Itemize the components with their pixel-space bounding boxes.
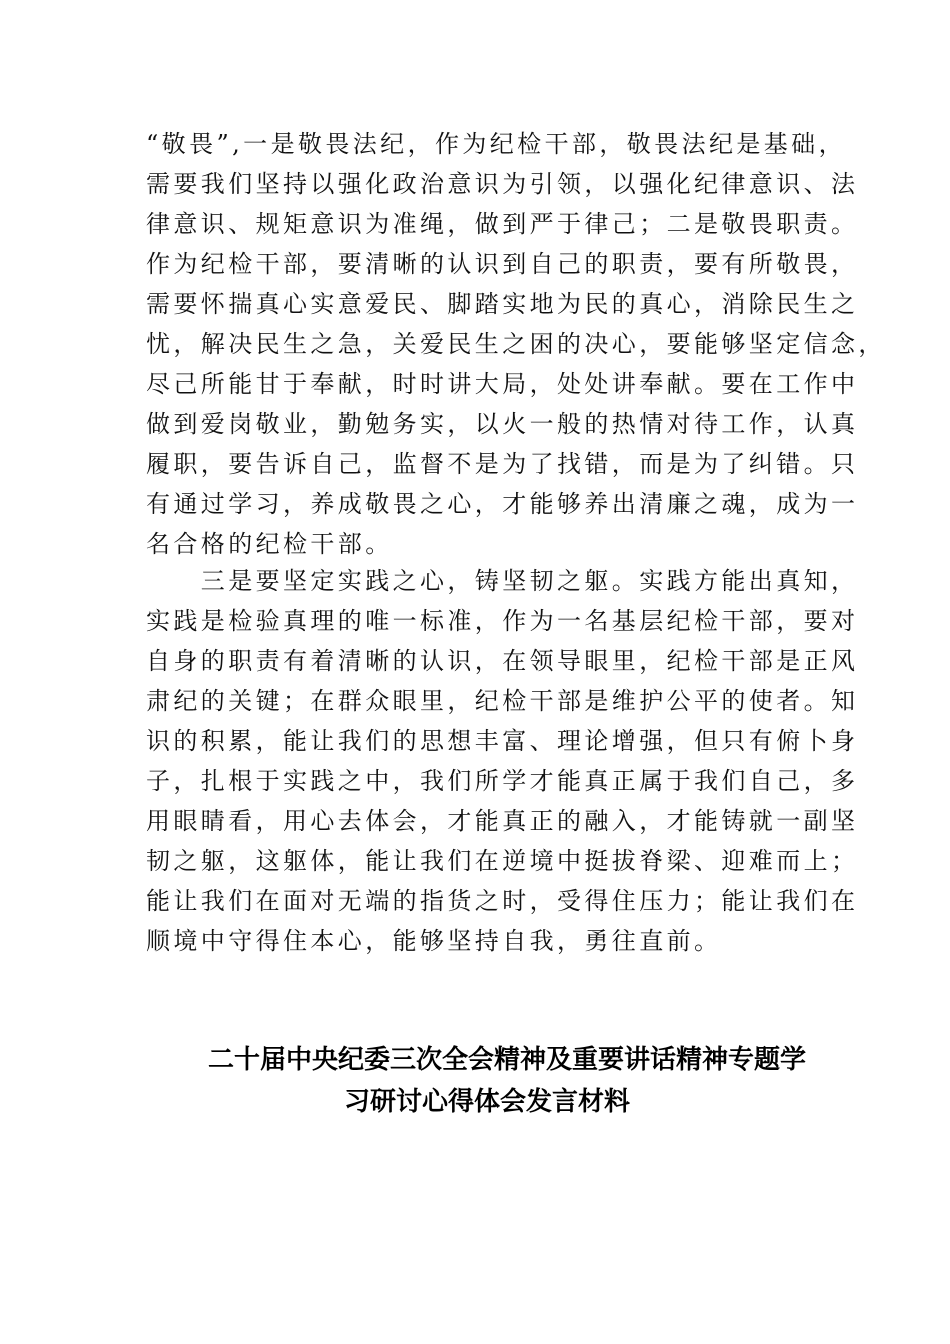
- title-line-1: 二十届中央纪委三次全会精神及重要讲话精神专题学: [208, 1045, 807, 1075]
- body-paragraph-2: [146, 561, 859, 961]
- text-line: 三是要坚定实践之心，铸坚韧之躯。实践方能出真知，: [146, 567, 859, 595]
- text-line: “敬畏”,一是敬畏法纪，作为纪检干部，敬畏法纪是基础，: [146, 130, 846, 158]
- text-line: 名合格的纪检干部。: [146, 530, 393, 558]
- text-line: 识的积累，能让我们的思想丰富、理论增强，但只有俯卜身: [146, 727, 859, 755]
- text-line: 自身的职责有着清晰的认识，在领导眼里，纪检干部是正风: [146, 647, 859, 675]
- text-line: 忧，解决民生之急，关爱民生之困的决心，要能够坚定信念，: [146, 330, 886, 358]
- text-line: 肃纪的关键；在群众眼里，纪检干部是维护公平的使者。知: [146, 687, 859, 715]
- text-line: 做到爱岗敬业，勤勉务实，以火一般的热情对待工作，认真: [146, 410, 859, 438]
- text-line: 律意识、规矩意识为准绳，做到严于律己；二是敬畏职责。: [146, 210, 859, 238]
- text-line: 韧之躯，这躯体，能让我们在逆境中挺拔脊梁、迎难而上；: [146, 847, 859, 875]
- document-title: [146, 1039, 846, 1123]
- text-line: 需要怀揣真心实意爱民、脚踏实地为民的真心，消除民生之: [146, 290, 859, 318]
- text-line: 顺境中守得住本心，能够坚持自我，勇往直前。: [146, 927, 722, 955]
- text-line: 履职，要告诉自己，监督不是为了找错，而是为了纠错。只: [146, 450, 859, 478]
- text-line: 需要我们坚持以强化政治意识为引领，以强化纪律意识、法: [146, 170, 859, 198]
- text-line: 尽己所能甘于奉献，时时讲大局，处处讲奉献。要在工作中: [146, 370, 859, 398]
- text-line: 子，扎根于实践之中，我们所学才能真正属于我们自己，多: [146, 767, 859, 795]
- body-paragraph-1: [146, 124, 886, 564]
- text-line: 用眼睛看，用心去体会，才能真正的融入，才能铸就一副坚: [146, 807, 859, 835]
- text-line: 作为纪检干部，要清晰的认识到自己的职责，要有所敬畏，: [146, 250, 859, 278]
- title-line-2: 习研讨心得体会发言材料: [344, 1087, 631, 1117]
- text-line: 实践是检验真理的唯一标准，作为一名基层纪检干部，要对: [146, 607, 859, 635]
- text-line: 能让我们在面对无端的指货之时，受得住压力；能让我们在: [146, 887, 859, 915]
- text-line: 有通过学习，养成敬畏之心，才能够养出清廉之魂，成为一: [146, 490, 859, 518]
